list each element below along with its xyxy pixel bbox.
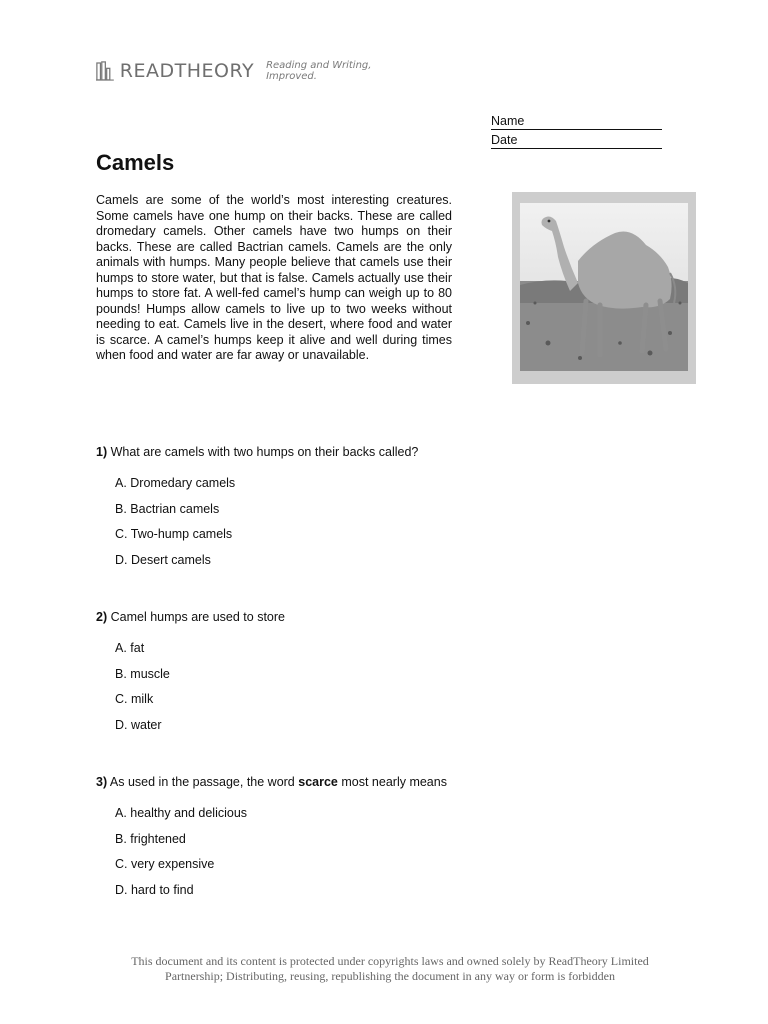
date-label: Date <box>491 133 518 147</box>
footer-line-1: This document and its content is protected under copyrights laws and owned solely by ReadTheory Limited <box>131 954 649 968</box>
readtheory-logo <box>90 50 408 92</box>
choice-1a[interactable]: A. Dromedary camels <box>115 476 236 490</box>
name-field[interactable] <box>491 113 662 130</box>
question-3 <box>96 775 447 789</box>
reading-passage: Camels are some of the world’s most interesting creatures. Some camels have one hump on their backs. These are called dromedary camels. Other camels have two humps on their backs. These are called Bactrian camels. Camels are the only animals with humps. Many people believe that camels use their humps to store water, but that is false. Camels actually use their humps to store fat. A well-fed camel’s hump can weigh up to 80 pounds! Humps allow camels to live up to two weeks without needing to eat. Camels live in the desert, where food and water is scarce. A camel’s humps keep it alive and well during times when food and water are far away or unavailable. <box>96 193 452 362</box>
brand-tagline: Reading and Writing, Improved. <box>266 60 372 82</box>
question-3-keyword: scarce <box>298 775 338 789</box>
footer-line-2: Partnership; Distributing, reusing, republishing the document in any way or form is forbidden <box>165 969 615 983</box>
question-2 <box>96 610 285 624</box>
choice-3a[interactable]: A. healthy and delicious <box>115 806 248 820</box>
question-3-text-before: As used in the passage, the word <box>109 775 295 789</box>
choice-3c[interactable]: C. very expensive <box>115 857 215 871</box>
question-1 <box>96 445 418 459</box>
name-label: Name <box>491 114 525 128</box>
question-2-choices <box>115 640 170 742</box>
choice-2b[interactable]: B. muscle <box>115 666 170 681</box>
page-title: Camels <box>96 150 175 175</box>
question-1-text: What are camels with two humps on their backs called? <box>110 445 419 459</box>
camel-image <box>520 203 688 371</box>
question-1-number: 1) <box>96 445 108 459</box>
date-field[interactable] <box>491 132 662 149</box>
choice-1d[interactable]: D. Desert camels <box>115 552 211 567</box>
choice-2c[interactable]: C. milk <box>115 692 154 706</box>
choice-2a[interactable]: A. fat <box>115 641 145 655</box>
copyright-footer <box>60 954 720 984</box>
camel-photo <box>512 192 696 384</box>
question-1-choices <box>115 475 235 577</box>
choice-1b[interactable]: B. Bactrian camels <box>115 501 220 516</box>
question-3-number: 3) <box>96 775 108 789</box>
brand-name: READTHEORY <box>119 60 255 82</box>
question-2-number: 2) <box>96 610 108 624</box>
choice-3d[interactable]: D. hard to find <box>115 882 194 897</box>
question-3-choices <box>115 805 247 907</box>
question-3-text-after: most nearly means <box>341 775 447 789</box>
choice-1c[interactable]: C. Two-hump camels <box>115 527 233 541</box>
books-icon <box>96 60 114 82</box>
choice-2d[interactable]: D. water <box>115 717 162 732</box>
choice-3b[interactable]: B. frightened <box>115 831 186 846</box>
question-2-text: Camel humps are used to store <box>110 610 285 624</box>
